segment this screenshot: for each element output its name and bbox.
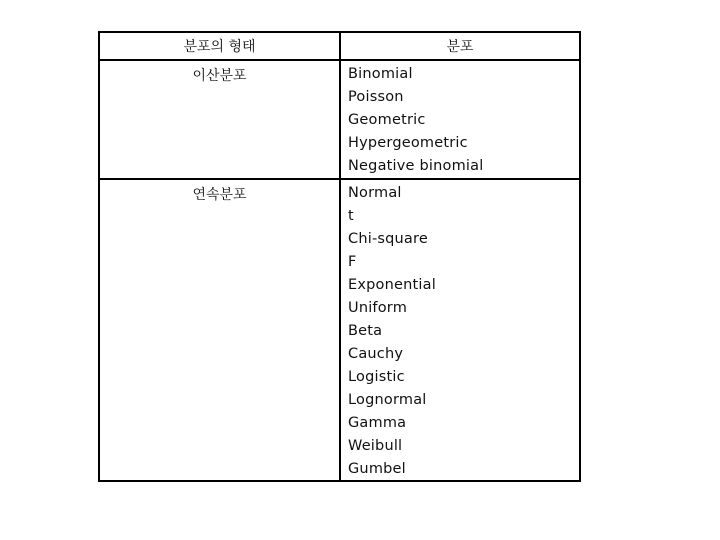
list-item: Cauchy <box>348 346 404 362</box>
category-continuous: 연속분포 <box>192 187 247 203</box>
list-item: Gumbel <box>348 461 406 477</box>
discrete-group-row <box>100 61 579 178</box>
list-item: Chi-square <box>348 231 428 247</box>
header-distribution-type: 분포의 형태 <box>183 39 256 55</box>
list-item: Poisson <box>348 89 404 105</box>
list-item: F <box>348 254 357 270</box>
list-item: Gamma <box>348 415 407 431</box>
distribution-table <box>98 31 581 482</box>
list-item: t <box>348 208 354 224</box>
list-item: Lognormal <box>348 392 427 408</box>
list-item: Binomial <box>348 66 413 82</box>
continuous-group-row <box>100 180 579 480</box>
list-item: Beta <box>348 323 383 339</box>
list-item: Geometric <box>348 112 426 128</box>
category-discrete: 이산분포 <box>192 68 247 84</box>
discrete-distribution-list <box>348 63 483 178</box>
list-item: Uniform <box>348 300 408 316</box>
list-item: Normal <box>348 185 402 201</box>
list-item: Hypergeometric <box>348 135 468 151</box>
continuous-distribution-list <box>348 182 436 481</box>
list-item: Logistic <box>348 369 405 385</box>
list-item: Weibull <box>348 438 403 454</box>
list-item: Exponential <box>348 277 436 293</box>
header-distribution: 분포 <box>446 39 474 55</box>
list-item: Negative binomial <box>348 158 484 174</box>
